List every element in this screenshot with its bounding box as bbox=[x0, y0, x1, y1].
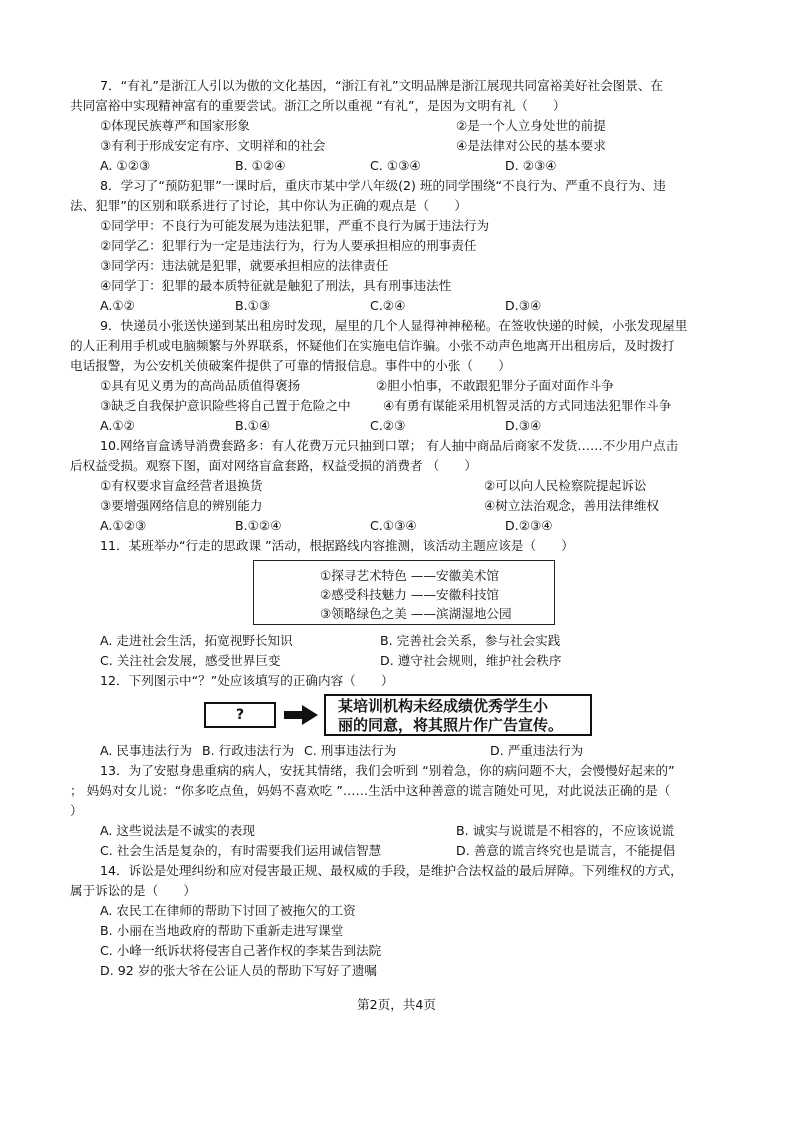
option-d: D. 遵守社会规则，维护社会秩序 bbox=[380, 653, 562, 668]
route-item: ③领略绿色之美 ——滨湖湿地公园 bbox=[320, 606, 512, 621]
option-c: C. 刑事违法行为 bbox=[304, 743, 397, 758]
option-a: A.①②③ bbox=[100, 518, 147, 533]
option-a: A. 走进社会生活，拓宽视野长知识 bbox=[100, 633, 293, 648]
option-c: C.①③④ bbox=[370, 518, 417, 533]
right-arrow-icon bbox=[284, 705, 318, 725]
statement: ④树立法治观念，善用法律维权 bbox=[484, 498, 660, 513]
option-a: A.①② bbox=[100, 418, 135, 433]
route-item: ①探寻艺术特色 ——安徽美术馆 bbox=[320, 568, 500, 583]
statement: ①同学甲：不良行为可能发展为违法犯罪，严重不良行为属于违法行为 bbox=[100, 218, 490, 233]
option-d: D. 92 岁的张大爷在公证人员的帮助下写好了遗嘱 bbox=[100, 963, 378, 978]
statement: ①体现民族尊严和国家形象 bbox=[100, 118, 250, 133]
case-description-box bbox=[324, 694, 592, 736]
statement: ②可以向人民检察院提起诉讼 bbox=[484, 478, 647, 493]
option-c: C.②③ bbox=[370, 418, 406, 433]
question-stem: 后权益受损。观察下图，面对网络盲盒套路，权益受损的消费者 （ ） bbox=[70, 458, 478, 473]
case-line: 某培训机构未经成绩优秀学生小 bbox=[338, 697, 549, 715]
question-stem: ； 妈妈对女儿说：“你多吃点鱼，妈妈不喜欢吃 ”……生活中这种善意的谎言随处可见，对此说法正确的是（ bbox=[70, 783, 671, 798]
question-stem: 8．学习了“预防犯罪”一课时后，重庆市某中学八年级(2) 班的同学围绕“不良行为、严重不良行为、违 bbox=[100, 178, 666, 193]
statement: ④有勇有谋能采用机智灵活的方式同违法犯罪作斗争 bbox=[383, 398, 672, 413]
option-d: D.③④ bbox=[505, 298, 542, 313]
question-11 bbox=[70, 536, 730, 671]
statement: ④同学丁：犯罪的最本质特征就是触犯了刑法，具有刑事违法性 bbox=[100, 278, 452, 293]
option-c: C. ①③④ bbox=[370, 158, 421, 173]
question-stem: 法、犯罪”的区别和联系进行了讨论，其中你认为正确的观点是（ ） bbox=[70, 198, 467, 213]
case-line: 丽的同意，将其照片作广告宣传。 bbox=[338, 716, 564, 734]
statement: ④是法律对公民的基本要求 bbox=[456, 138, 606, 153]
option-d: D. 善意的谎言终究也是谎言，不能提倡 bbox=[456, 843, 676, 858]
statement: ②同学乙：犯罪行为一定是违法行为，行为人要承担相应的刑事责任 bbox=[100, 238, 477, 253]
question-stem: 10.网络盲盒诱导消费套路多：有人花费万元只抽到口罩； 有人抽中商品后商家不发货……不少用户点击 bbox=[100, 438, 679, 453]
option-c: C. 社会生活是复杂的，有时需要我们运用诚信智慧 bbox=[100, 843, 382, 858]
option-a: A. 民事违法行为 bbox=[100, 743, 192, 758]
question-9 bbox=[70, 316, 730, 436]
page-footer: 第2页，共4页 bbox=[357, 997, 436, 1012]
option-d: D. 严重违法行为 bbox=[490, 743, 584, 758]
question-10 bbox=[70, 436, 730, 536]
question-stem: 9．快递员小张送快递到某出租房时发现，屋里的几个人显得神神秘秘。在签收快递的时候，小张发现屋里 bbox=[100, 318, 688, 333]
option-b: B.①③ bbox=[235, 298, 271, 313]
question-stem: 属于诉讼的是（ ） bbox=[70, 883, 196, 898]
option-a: A. 这些说法是不诚实的表现 bbox=[100, 823, 255, 838]
question-14 bbox=[70, 861, 730, 981]
question-stem: 共同富裕中实现精神富有的重要尝试。浙江之所以重视 “有礼”，是因为文明有礼（ ） bbox=[70, 98, 566, 113]
statement: ③缺乏自我保护意识险些将自己置于危险之中 bbox=[100, 398, 351, 413]
question-stem: 11．某班举办“行走的思政课 ”活动，根据路线内容推测，该活动主题应该是（ ） bbox=[100, 538, 574, 553]
question-stem: 电话报警，为公安机关侦破案件提供了可靠的情报信息。事件中的小张（ ） bbox=[70, 358, 511, 373]
option-b: B. 小丽在当地政府的帮助下重新走进写课堂 bbox=[100, 923, 344, 938]
question-stem: 13．为了安慰身患重病的病人，安抚其情绪，我们会听到 “别着急，你的病问题不大，会慢慢好起来的” bbox=[100, 763, 675, 778]
statement: ①具有见义勇为的高尚品质值得褒扬 bbox=[100, 378, 301, 393]
case-diagram bbox=[204, 693, 730, 737]
statement: ②胆小怕事，不敢跟犯罪分子面对面作斗争 bbox=[376, 378, 614, 393]
question-stem: 的人正利用手机或电脑频繁与外界联系，怀疑他们在实施电信诈骗。小张不动声色地离开出租房后，及时拨打 bbox=[70, 338, 675, 353]
option-b: B. 完善社会关系，参与社会实践 bbox=[380, 633, 561, 648]
option-c: C. 小峰一纸诉状将侵害自己著作权的李某告到法院 bbox=[100, 943, 382, 958]
statement: ③要增强网络信息的辨别能力 bbox=[100, 498, 263, 513]
option-b: B. ①②④ bbox=[235, 158, 286, 173]
question-mark-box: ? bbox=[204, 702, 276, 728]
question-13 bbox=[70, 761, 730, 861]
question-stem: 12．下列图示中“？”处应该填写的正确内容（ ） bbox=[100, 673, 394, 688]
option-b: B.①④ bbox=[235, 418, 271, 433]
question-stem: ） bbox=[70, 803, 83, 818]
question-stem: 14．诉讼是处理纠纷和应对侵害最正规、最权威的手段，是维护合法权益的最后屏障。下列维权的方式， bbox=[100, 863, 683, 878]
option-a: A. ①②③ bbox=[100, 158, 151, 173]
option-b: B.①②④ bbox=[235, 518, 282, 533]
statement: ③有利于形成安定有序、文明祥和的社会 bbox=[100, 138, 326, 153]
route-item: ②感受科技魅力 ——安徽科技馆 bbox=[320, 587, 500, 602]
question-7 bbox=[70, 76, 730, 176]
option-c: C. 关注社会发展，感受世界巨变 bbox=[100, 653, 281, 668]
option-d: D. ②③④ bbox=[505, 158, 557, 173]
option-c: C.②④ bbox=[370, 298, 406, 313]
question-stem: 7．“有礼”是浙江人引以为傲的文化基因，“浙江有礼”文明品牌是浙江展现共同富裕美好社会图景、在 bbox=[100, 78, 664, 93]
route-box bbox=[253, 560, 555, 625]
option-b: B. 诚实与说谎是不相容的，不应该说谎 bbox=[456, 823, 675, 838]
option-b: B. 行政违法行为 bbox=[202, 743, 295, 758]
question-8 bbox=[70, 176, 730, 316]
question-list bbox=[70, 76, 730, 981]
question-12 bbox=[70, 671, 730, 761]
option-a: A. 农民工在律师的帮助下讨回了被拖欠的工资 bbox=[100, 903, 356, 918]
option-d: D.③④ bbox=[505, 418, 542, 433]
option-a: A.①② bbox=[100, 298, 135, 313]
statement: ②是一个人立身处世的前提 bbox=[456, 118, 606, 133]
statement: ③同学丙：违法就是犯罪，就要承担相应的法律责任 bbox=[100, 258, 389, 273]
statement: ①有权要求盲盒经营者退换货 bbox=[100, 478, 263, 493]
option-d: D.②③④ bbox=[505, 518, 553, 533]
